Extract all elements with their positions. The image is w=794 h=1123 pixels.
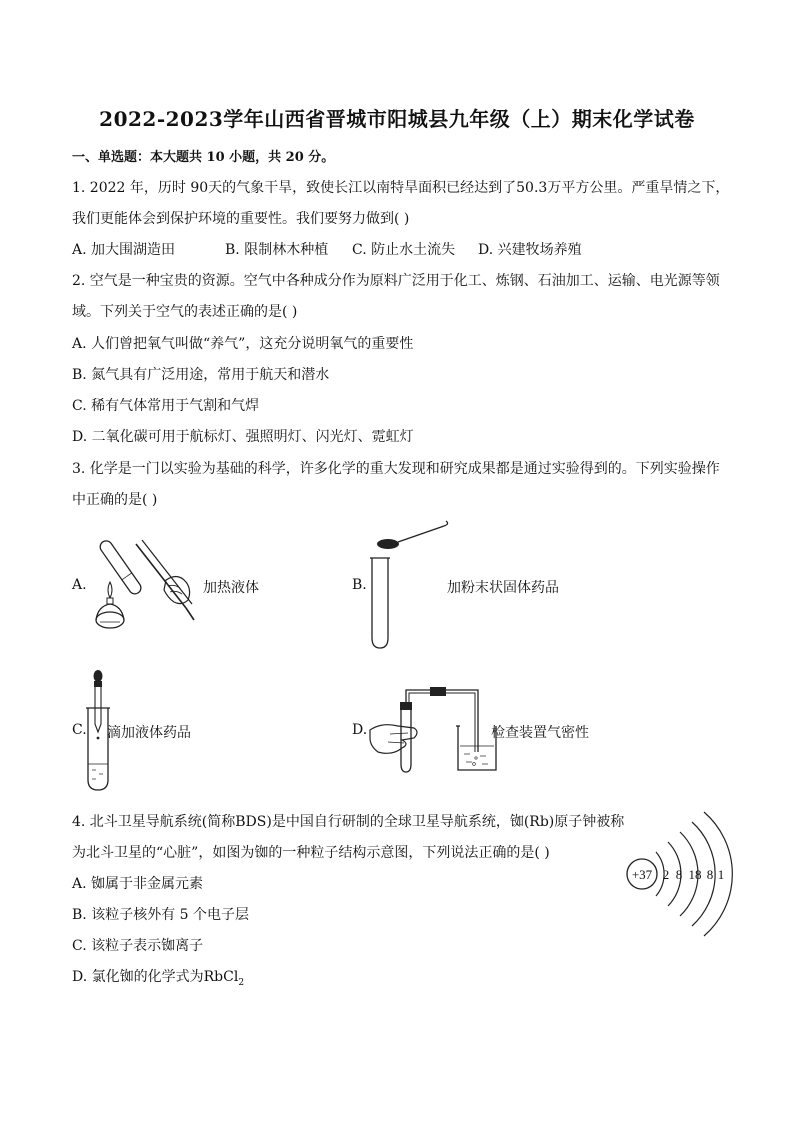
powder-spoon-illustration [364,520,454,652]
q2-option-d[interactable]: D. 二氧化碳可用于航标灯、强照明灯、闪光灯、霓虹灯 [72,429,414,445]
q4-option-a[interactable]: A. 铷属于非金属元素 [72,876,204,892]
q2-option-a[interactable]: A. 人们曾把氧气叫做“养气”，这充分说明氧气的重要性 [72,336,414,352]
q3-figure-b-caption: 加粉末状固体药品 [447,580,559,596]
q1-option-b[interactable]: B. 限制林木种植 [225,242,329,258]
q4-option-d[interactable] [72,966,244,988]
airtightness-illustration [368,682,498,776]
q2-option-c[interactable]: C. 稀有气体常用于气割和气焊 [72,398,260,414]
formula-subscript: 2 [238,977,245,988]
q2-stem-line1: 2. 空气是一种宝贵的资源。空气中各种成分作为原料广泛用于化工、炼钢、石油加工、运输、电光源等领 [72,273,720,289]
q1-option-d[interactable]: D. 兴建牧场养殖 [478,242,582,258]
q4-option-c[interactable]: C. 该粒子表示铷离子 [72,938,204,954]
q3-stem-line1: 3. 化学是一门以实验为基础的科学，许多化学的重大发现和研究成果都是通过实验得到的。下列实验操作 [72,461,720,477]
q2-stem-line2: 域。下列关于空气的表述正确的是( ) [72,304,298,320]
q2-option-b[interactable]: B. 氮气具有广泛用途，常用于航天和潜水 [72,367,330,383]
q4-stem-line2: 为北斗卫星的“心脏”，如图为铷的一种粒子结构示意图，下列说法正确的是( ) [72,845,550,861]
nucleus-charge: +37 [631,867,653,882]
q1-option-a[interactable]: A. 加大围湖造田 [72,242,176,258]
q3-figure-c-caption: 滴加液体药品 [107,725,191,741]
q4-option-d-text: D. 氯化铷的化学式为RbCl [72,969,239,985]
rubidium-structure-diagram [624,808,736,940]
q3-figure-b-letter[interactable]: B. [352,577,367,593]
q1-stem-line2: 我们更能体会到保护环境的重要性。我们要努力做到( ) [72,211,410,227]
q1-option-c[interactable]: C. 防止水土流失 [352,242,456,258]
q1-stem-line1: 1. 2022 年，历时 90天的气象干旱，致使长江以南特旱面积已经达到了50.3万平方公里。严重旱情之下， [72,180,730,196]
q3-figure-d-letter[interactable]: D. [352,722,368,738]
q3-figure-c-letter[interactable]: C. [72,722,87,738]
shell-4-count: 8 [706,867,714,882]
shell-2-count: 8 [675,867,683,882]
section-heading: 一、单选题：本大题共 10 小题，共 20 分。 [72,150,335,165]
shell-3-count: 18 [688,867,702,882]
shell-1-count: 2 [662,867,670,882]
heating-liquid-illustration [88,528,198,638]
q3-figure-d-caption: 检查装置气密性 [491,725,589,741]
q3-figure-a-letter[interactable]: A. [72,577,87,593]
q3-stem-line2: 中正确的是( ) [72,492,158,508]
q4-stem-line1: 4. 北斗卫星导航系统(简称BDS)是中国自行研制的全球卫星导航系统，铷(Rb)原子钟被称 [72,814,625,830]
page-title: 2022-2023学年山西省晋城市阳城县九年级（上）期末化学试卷 [99,107,695,131]
q3-figure-a-caption: 加热液体 [203,580,259,596]
q4-option-b[interactable]: B. 该粒子核外有 5 个电子层 [72,907,249,923]
shell-5-count: 1 [717,867,725,882]
